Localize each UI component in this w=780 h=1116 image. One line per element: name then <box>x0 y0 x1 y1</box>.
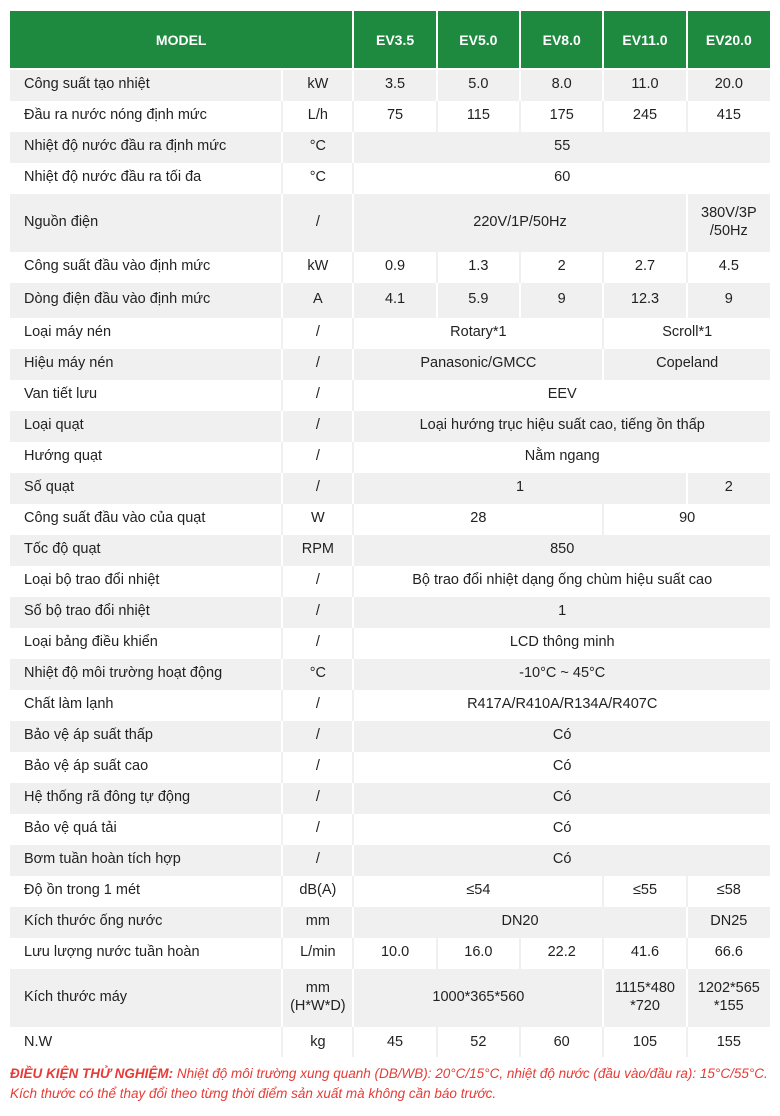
spec-unit: W <box>282 503 353 534</box>
test-conditions-text: Nhiệt độ môi trường xung quanh (DB/WB): 20°C/15°C, nhiệt độ nước (đầu vào/đầu ra): 15°C/55°C. <box>173 1066 768 1081</box>
table-row <box>10 565 770 596</box>
spec-name: Loại quạt <box>10 410 282 441</box>
model-col-ev3-5: EV3.5 <box>353 11 436 69</box>
table-row <box>10 596 770 627</box>
spec-unit: / <box>282 472 353 503</box>
model-header-label: MODEL <box>10 11 353 69</box>
spec-unit: dB(A) <box>282 875 353 906</box>
spec-unit: / <box>282 627 353 658</box>
spec-value: 28 <box>353 503 603 534</box>
spec-unit: mm (H*W*D) <box>282 968 353 1026</box>
spec-name: Nhiệt độ nước đầu ra định mức <box>10 131 282 162</box>
spec-name: Nhiệt độ nước đầu ra tối đa <box>10 162 282 193</box>
spec-unit: °C <box>282 162 353 193</box>
spec-value: 3.5 <box>353 69 436 100</box>
spec-name: Lưu lượng nước tuần hoàn <box>10 937 282 968</box>
spec-unit: / <box>282 348 353 379</box>
spec-name: Nguồn điện <box>10 193 282 251</box>
spec-unit: / <box>282 689 353 720</box>
spec-value: Rotary*1 <box>353 317 603 348</box>
spec-name: Bảo vệ áp suất thấp <box>10 720 282 751</box>
spec-unit: / <box>282 844 353 875</box>
table-row <box>10 813 770 844</box>
spec-name: Số quạt <box>10 472 282 503</box>
spec-value: 175 <box>520 100 603 131</box>
spec-unit: A <box>282 282 353 317</box>
spec-value: Có <box>353 751 770 782</box>
spec-value: 5.9 <box>437 282 520 317</box>
spec-value: 105 <box>603 1026 686 1057</box>
dimension-disclaimer: Kích thước có thể thay đổi theo từng thời điểm sản xuất mà không cần báo trước. <box>10 1086 497 1102</box>
table-row <box>10 720 770 751</box>
spec-value: 1 <box>353 596 770 627</box>
table-body <box>10 69 770 1057</box>
spec-name: Hướng quạt <box>10 441 282 472</box>
table-row <box>10 503 770 534</box>
spec-value: 1 <box>353 472 686 503</box>
spec-value: 115 <box>437 100 520 131</box>
spec-unit: °C <box>282 131 353 162</box>
spec-name: Chất làm lạnh <box>10 689 282 720</box>
table-row <box>10 472 770 503</box>
spec-value: Copeland <box>603 348 770 379</box>
spec-name: Loại máy nén <box>10 317 282 348</box>
spec-unit: / <box>282 193 353 251</box>
table-row <box>10 441 770 472</box>
spec-value: 22.2 <box>520 937 603 968</box>
spec-value: 12.3 <box>603 282 686 317</box>
spec-unit: / <box>282 441 353 472</box>
spec-value: 2.7 <box>603 251 686 282</box>
model-col-ev20-0: EV20.0 <box>687 11 770 69</box>
spec-name: Đầu ra nước nóng định mức <box>10 100 282 131</box>
spec-unit: / <box>282 565 353 596</box>
spec-value: Có <box>353 782 770 813</box>
spec-unit: L/min <box>282 937 353 968</box>
spec-unit: mm <box>282 906 353 937</box>
spec-value: ≤55 <box>603 875 686 906</box>
spec-value: Có <box>353 844 770 875</box>
spec-name: Số bộ trao đổi nhiệt <box>10 596 282 627</box>
spec-value: -10°C ~ 45°C <box>353 658 770 689</box>
table-header <box>10 11 770 69</box>
spec-value: 155 <box>687 1026 770 1057</box>
spec-value: 4.1 <box>353 282 436 317</box>
spec-value: 9 <box>687 282 770 317</box>
spec-value: 2 <box>687 472 770 503</box>
table-row <box>10 844 770 875</box>
spec-name: Nhiệt độ môi trường hoạt động <box>10 658 282 689</box>
spec-value: 20.0 <box>687 69 770 100</box>
spec-value: 11.0 <box>603 69 686 100</box>
table-row <box>10 937 770 968</box>
spec-unit: L/h <box>282 100 353 131</box>
spec-unit: / <box>282 720 353 751</box>
table-row <box>10 379 770 410</box>
spec-unit: / <box>282 813 353 844</box>
spec-name: Công suất đầu vào định mức <box>10 251 282 282</box>
table-row <box>10 627 770 658</box>
spec-name: Độ ồn trong 1 mét <box>10 875 282 906</box>
spec-value: 90 <box>603 503 770 534</box>
spec-name: Bảo vệ áp suất cao <box>10 751 282 782</box>
table-row <box>10 251 770 282</box>
spec-value: 52 <box>437 1026 520 1057</box>
spec-name: Công suất tạo nhiệt <box>10 69 282 100</box>
spec-name: Kích thước máy <box>10 968 282 1026</box>
spec-value: R417A/R410A/R134A/R407C <box>353 689 770 720</box>
table-row <box>10 69 770 100</box>
test-conditions-note <box>10 1064 772 1105</box>
spec-value: 55 <box>353 131 770 162</box>
spec-value: Scroll*1 <box>603 317 770 348</box>
spec-value: DN20 <box>353 906 686 937</box>
table-row <box>10 968 770 1026</box>
spec-name: Hiệu máy nén <box>10 348 282 379</box>
table-row <box>10 282 770 317</box>
spec-value: 415 <box>687 100 770 131</box>
table-row <box>10 162 770 193</box>
spec-value: Panasonic/GMCC <box>353 348 603 379</box>
spec-name: Van tiết lưu <box>10 379 282 410</box>
spec-value: 850 <box>353 534 770 565</box>
table-row <box>10 534 770 565</box>
spec-table <box>10 11 770 1057</box>
model-col-ev8-0: EV8.0 <box>520 11 603 69</box>
spec-name: Bảo vệ quá tải <box>10 813 282 844</box>
spec-unit: / <box>282 782 353 813</box>
table-row <box>10 131 770 162</box>
spec-value: Có <box>353 813 770 844</box>
spec-value: 16.0 <box>437 937 520 968</box>
table-row <box>10 906 770 937</box>
table-row <box>10 348 770 379</box>
spec-name: Kích thước ống nước <box>10 906 282 937</box>
spec-value: 60 <box>520 1026 603 1057</box>
model-col-ev11-0: EV11.0 <box>603 11 686 69</box>
spec-value: Có <box>353 720 770 751</box>
spec-name: Hệ thống rã đông tự động <box>10 782 282 813</box>
spec-value: 5.0 <box>437 69 520 100</box>
spec-value: 41.6 <box>603 937 686 968</box>
spec-unit: / <box>282 379 353 410</box>
model-col-ev5-0: EV5.0 <box>437 11 520 69</box>
spec-value: 66.6 <box>687 937 770 968</box>
spec-value: Loại hướng trục hiệu suất cao, tiếng ồn thấp <box>353 410 770 441</box>
spec-value: 380V/3P /50Hz <box>687 193 770 251</box>
spec-unit: / <box>282 410 353 441</box>
spec-unit: / <box>282 596 353 627</box>
spec-value: 45 <box>353 1026 436 1057</box>
spec-value: 0.9 <box>353 251 436 282</box>
spec-unit: kW <box>282 69 353 100</box>
table-row <box>10 658 770 689</box>
table-row <box>10 689 770 720</box>
spec-value: 245 <box>603 100 686 131</box>
spec-unit: / <box>282 751 353 782</box>
spec-value: 1115*480 *720 <box>603 968 686 1026</box>
spec-name: Loại bộ trao đổi nhiệt <box>10 565 282 596</box>
spec-value: ≤54 <box>353 875 603 906</box>
spec-unit: kg <box>282 1026 353 1057</box>
table-row <box>10 100 770 131</box>
spec-unit: kW <box>282 251 353 282</box>
spec-value: 1202*565 *155 <box>687 968 770 1026</box>
spec-value: 1.3 <box>437 251 520 282</box>
spec-value: 10.0 <box>353 937 436 968</box>
spec-name: Bơm tuần hoàn tích hợp <box>10 844 282 875</box>
spec-value: DN25 <box>687 906 770 937</box>
spec-unit: RPM <box>282 534 353 565</box>
spec-unit: °C <box>282 658 353 689</box>
spec-value: ≤58 <box>687 875 770 906</box>
test-conditions-label: ĐIỀU KIỆN THỬ NGHIỆM: <box>10 1066 174 1081</box>
spec-value: Nằm ngang <box>353 441 770 472</box>
spec-value: Bộ trao đổi nhiệt dạng ống chùm hiệu suất cao <box>353 565 770 596</box>
spec-name: Tốc độ quạt <box>10 534 282 565</box>
spec-value: 1000*365*560 <box>353 968 603 1026</box>
spec-value: 220V/1P/50Hz <box>353 193 686 251</box>
spec-value: 9 <box>520 282 603 317</box>
spec-value: 4.5 <box>687 251 770 282</box>
spec-value: LCD thông minh <box>353 627 770 658</box>
spec-unit: / <box>282 317 353 348</box>
table-row <box>10 410 770 441</box>
spec-name: Công suất đầu vào của quạt <box>10 503 282 534</box>
spec-name: Loại bảng điều khiển <box>10 627 282 658</box>
table-row <box>10 751 770 782</box>
spec-value: 2 <box>520 251 603 282</box>
table-row <box>10 875 770 906</box>
spec-name: N.W <box>10 1026 282 1057</box>
table-row <box>10 317 770 348</box>
table-row <box>10 193 770 251</box>
spec-value: 75 <box>353 100 436 131</box>
table-row <box>10 1026 770 1057</box>
spec-value: EEV <box>353 379 770 410</box>
spec-value: 8.0 <box>520 69 603 100</box>
spec-name: Dòng điện đầu vào định mức <box>10 282 282 317</box>
spec-value: 60 <box>353 162 770 193</box>
table-row <box>10 782 770 813</box>
